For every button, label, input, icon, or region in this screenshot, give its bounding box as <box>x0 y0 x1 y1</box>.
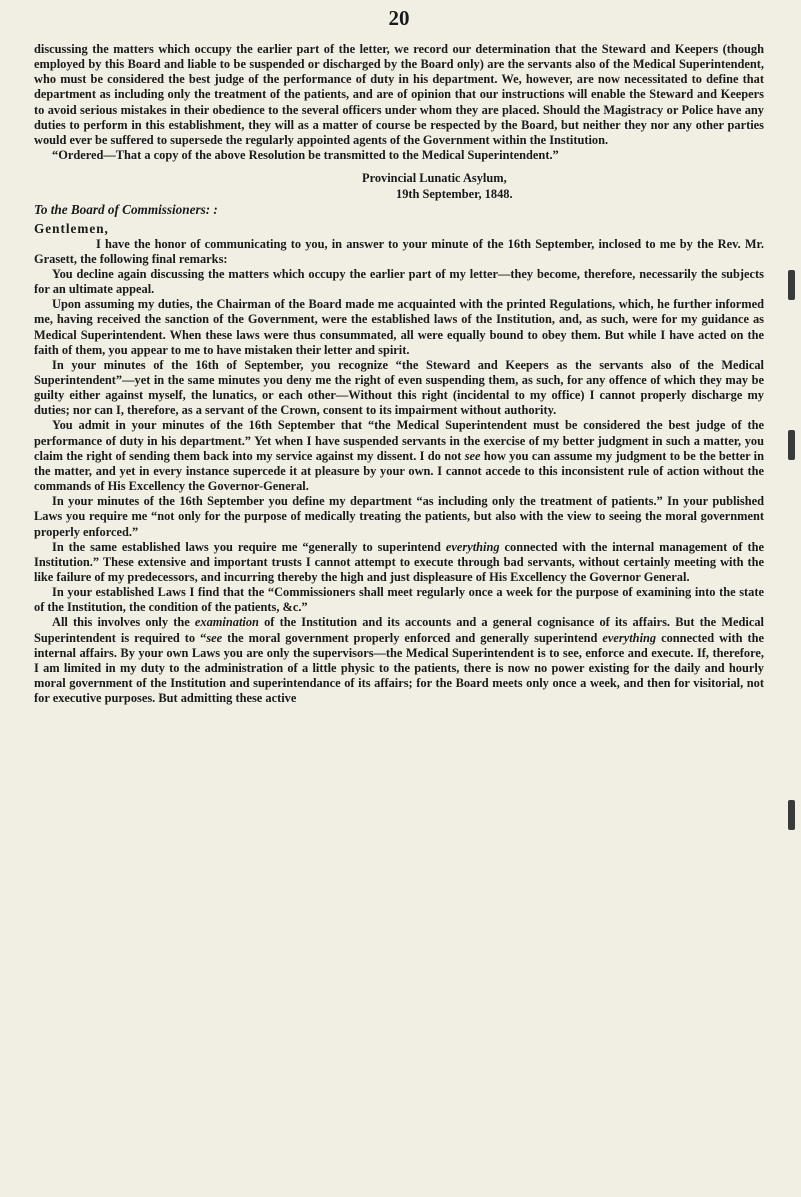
letter-paragraph: You decline again discussing the matters which occupy the earlier part of my letter—they become, therefore, necessarily the subjects for an ultimate appeal. <box>34 266 764 297</box>
resolution-order: “Ordered—That a copy of the above Resolution be transmitted to the Medical Superintendent.” <box>52 148 559 163</box>
margin-mark <box>788 800 795 830</box>
letter-address: To the Board of Commissioners: : <box>34 202 218 218</box>
letter-paragraph: In your minutes of the 16th September you define my department “as including only the treatment of patients.” In your published Laws you require me “not only for the purpose of medically treating the patients, but also with the view to seeing the moral government properly enforced.” <box>34 494 764 539</box>
margin-mark <box>788 430 795 460</box>
letter-paragraph: In the same established laws you require me “generally to superintend everything connected with the internal management of the Institution.” These extensive and important trusts I cannot attempt to execute through bad servants, without certainly meeting with the like failure of my predecessors, and incurring thereby the high and just displeasure of His Excellency the Governor General. <box>34 539 764 584</box>
letter-paragraph: You admit in your minutes of the 16th September that “the Medical Superintendent must be considered the best judge of the performance of duty in his department.” Yet when I have suspended servants in the exercise of my better judgment in such a matter, you claim the right of sending them back into my service against my dissent. I do not see how you can assume my judgment to be the better in the matter, and yet in every instance supercede it at pleasure by your own. I cannot accede to this inconsistent rule of action without the commands of His Excellency the Governor-General. <box>34 418 764 494</box>
dateline-place: Provincial Lunatic Asylum, <box>362 171 507 186</box>
letter-paragraph: In your minutes of the 16th of September, you recognize “the Steward and Keepers as the servants also of the Medical Superintendent”—yet in the same minutes you deny me the right of even suspending them, as such, for any offence of which they may be guilty either against myself, the lunatics, or each other—Without this right (incidental to my office) I cannot properly discharge my duties; nor can I, therefore, as a servant of the Crown, consent to its impairment without authority. <box>34 357 764 418</box>
letter-paragraph: In your established Laws I find that the “Commissioners shall meet regularly once a week for the purpose of examining into the state of the Institution, the condition of the patients, &c.” <box>34 585 764 615</box>
document-page <box>34 0 764 1197</box>
body-text <box>34 42 764 706</box>
letter-paragraph: I have the honor of communicating to you, in answer to your minute of the 16th September, inclosed to me by the Rev. Mr. Grasett, the following final remarks: <box>34 236 764 266</box>
letter-salutation: Gentlemen, <box>34 221 109 237</box>
dateline-date: 19th September, 1848. <box>396 187 513 202</box>
letter-paragraph: All this involves only the examination of the Institution and its accounts and a general cognisance of its affairs. But the Medical Superintendent is required to “see the moral government properly enforced and generally superintend everything connected with the internal affairs. By your own Laws you are only the supervisors—the Medical Superintendent is to see, enforce and execute. If, therefore, I am limited in my duty to the administration of a little physic to the patients, there is now no power existing for the daily and hourly moral government of the Institution and superintendance of its affairs; for the Board meets only once a week, and then for visitorial, not for executive purposes. But admitting these active <box>34 615 765 706</box>
page-number: 20 <box>388 6 410 30</box>
letter-paragraph: Upon assuming my duties, the Chairman of the Board made me acquainted with the printed Regulations, which, he further informed me, having received the sanction of the Government, were the established laws of the Institution, and, as such, were for my guidance as Medical Superintendent. When these laws were thus consummated, all were equally bound to obey them. But while I have acted on the faith of them, you appear to me to have mistaken their letter and spirit. <box>34 297 764 357</box>
resolution-paragraph: discussing the matters which occupy the earlier part of the letter, we record our determination that the Steward and Keepers (though employed by this Board and liable to be suspended or discharged by the Board only) are the servants also of the Medical Superintendent, who must be considered the best judge of the performance of duty in his department. We, however, are now necessitated to define that department as including only the treatment of the patients, and are of opinion that our instructions will enable the Steward and Keepers to avoid serious mistakes in their obedience to the several officers under whom they are placed. Should the Magistracy or Police have any duties to perform in this establishment, they will as a matter of course be respected by the Board, but neither they nor any other parties would ever be suffered to supersede the regularly appointed agents of the Government within the Institution. <box>34 42 764 147</box>
margin-mark <box>788 270 795 300</box>
